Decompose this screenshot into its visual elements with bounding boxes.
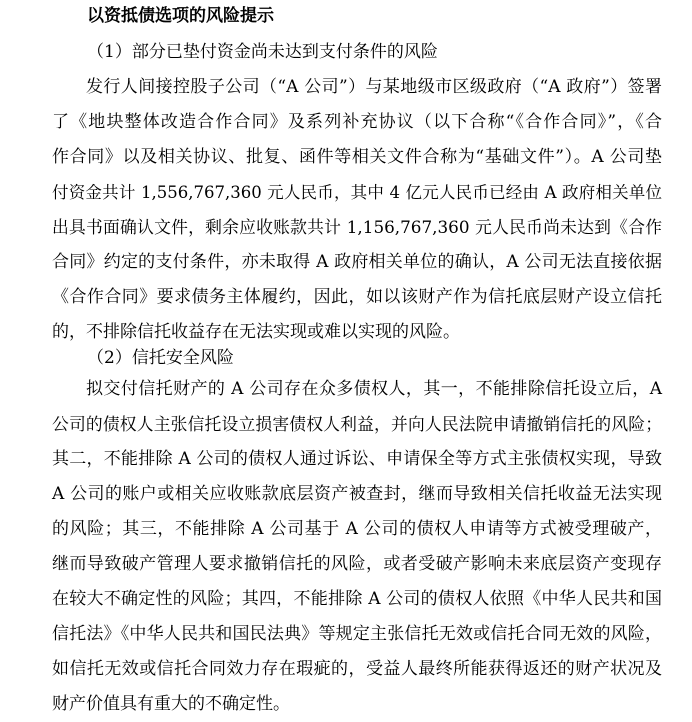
paragraph-line: 信托法》《中华人民共和国民法典》等规定主张信托无效或信托合同无效的风险， [52,624,662,644]
paragraph-line: 的风险；其三，不能排除 A 公司基于 A 公司的债权人申请等方式被受理破产， [52,519,662,539]
subsection-heading-2: （2）信托安全风险 [87,348,234,368]
paragraph-line: 财产价值具有重大的不确定性。 [52,694,290,714]
paragraph-line: 的，不排除信托收益存在无法实现或难以实现的风险。 [52,322,460,342]
subsection-heading-1: （1）部分已垫付资金尚未达到支付条件的风险 [87,42,438,62]
paragraph-line: 合同》约定的支付条件，亦未取得 A 政府相关单位的确认，A 公司无法直接依据 [52,252,662,272]
paragraph-line: 付资金共计 1,556,767,360 元人民币，其中 4 亿元人民币已经由 A 政府相关单位 [52,183,662,202]
paragraph-line: 继而导致破产管理人要求撤销信托的风险，或者受破产影响未来底层资产变现存 [52,554,662,574]
paragraph-line: 发行人间接控股子公司（“A 公司”）与某地级市区级政府（“A 政府”）签署 [86,77,662,97]
paragraph-line: 作合同》以及相关协议、批复、函件等相关文件合称为“基础文件”）。A 公司垫 [52,147,662,167]
section-title: 以资抵债选项的风险提示 [87,6,274,26]
paragraph-2 [52,372,662,722]
paragraph-line: 在较大不确定性的风险；其四，不能排除 A 公司的债权人依照《中华人民共和国 [52,589,662,609]
paragraph-line: 其二，不能排除 A 公司的债权人通过诉讼、申请保全等方式主张债权实现，导致 [52,449,662,469]
paragraph-line: 《合作合同》要求债务主体履约，因此，如以该财产作为信托底层财产设立信托 [52,287,662,307]
paragraph-1 [52,70,662,350]
paragraph-line: 拟交付信托财产的 A 公司存在众多债权人，其一，不能排除信托设立后，A [86,379,662,399]
paragraph-line: 公司的债权人主张信托设立损害债权人利益，并向人民法院申请撤销信托的风险； [52,414,662,434]
paragraph-line: A 公司的账户或相关应收账款底层资产被查封，继而导致相关信托收益无法实现 [52,484,662,504]
paragraph-line: 了《地块整体改造合作合同》及系列补充协议（以下合称“《合作合同》”，《合 [52,112,662,132]
paragraph-line: 如信托无效或信托合同效力存在瑕疵的，受益人最终所能获得返还的财产状况及 [52,659,662,679]
paragraph-line: 出具书面确认文件，剩余应收账款共计 1,156,767,360 元人民币尚未达到《合作 [52,217,662,237]
